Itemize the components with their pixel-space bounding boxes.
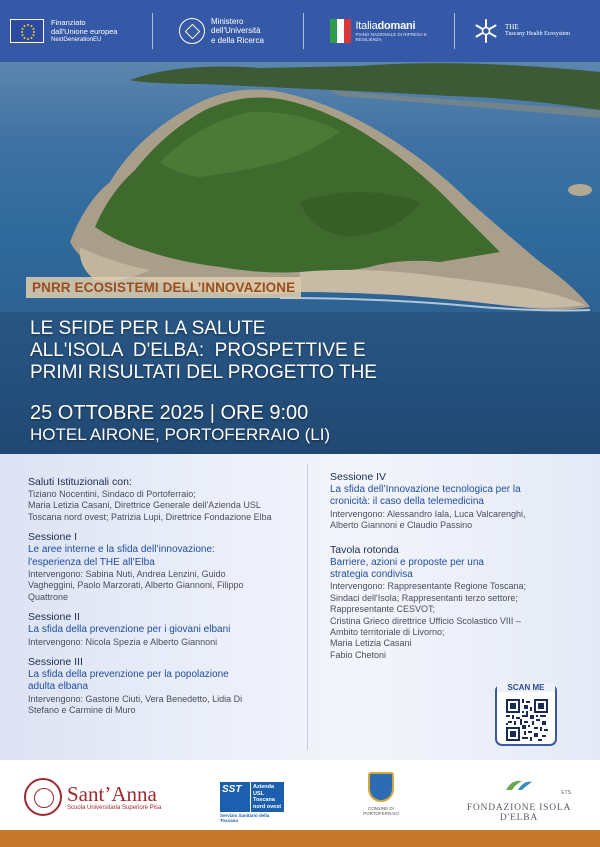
event-title-line1: LE SFIDE PER LA SALUTE <box>30 318 266 339</box>
session-3-title: adulta elbana <box>28 681 89 693</box>
program-left-column <box>28 476 298 725</box>
eu-line1: Finanziato <box>51 17 86 27</box>
roundtable-speakers: Sindaci dell'Isola; Rappresentanti terzo settore; <box>330 592 518 603</box>
roundtable-speakers: Maria Letizia Casani <box>330 638 412 649</box>
session-4-title: La sfida dell’Innovazione tecnologica per la <box>330 484 521 495</box>
session-4-block <box>330 471 580 532</box>
partner-logo-bar <box>0 0 600 62</box>
event-date: 25 OTTOBRE 2025 | ORE 9:00 <box>30 402 309 424</box>
saluti-line: Tiziano Nocentini, Sindaco di Portoferraio; <box>28 489 196 499</box>
session-4-speakers: Intervengono: Alessandro Iala, Luca Valcarenghi, <box>330 508 526 519</box>
event-title <box>30 318 590 384</box>
italiadomani-brand <box>355 20 444 32</box>
roundtable-speakers: Cristina Grieco direttrice Ufficio Scolastico VIII – <box>330 615 521 626</box>
portoferraio-logo <box>356 772 406 824</box>
usl-text <box>251 782 284 812</box>
session-1-speakers: Intervengono: Sabina Nuti, Andrea Lenzini, Guido <box>28 569 226 580</box>
roundtable-block <box>330 544 580 662</box>
event-title-line3: PRIMI RISULTATI DEL PROGETTO THE <box>30 362 377 383</box>
session-3-block <box>28 656 298 717</box>
eu-flag-icon <box>10 19 44 43</box>
italy-flag-icon <box>330 19 351 43</box>
qr-code-box[interactable] <box>495 684 557 746</box>
program-panel <box>0 454 600 760</box>
ministry-logo <box>153 0 303 62</box>
roundtable-speakers: Fabio Chetoni <box>330 649 387 660</box>
eu-line2: dall'Unione europea <box>51 26 118 36</box>
usl-l4: nord ovest <box>253 803 282 810</box>
roundtable-speakers: Intervengono: Rappresentante Regione Toscana; <box>330 581 526 592</box>
session-4-speakers: Alberto Giannoni e Claudio Passino <box>330 520 473 531</box>
santanna-sub: Scuola Universitaria Superiore Pisa <box>67 804 162 811</box>
fondazione-elba-logo <box>463 778 575 823</box>
session-3-speakers: Intervengono: Gastone Ciuti, Vera Benedetto, Lidia Di <box>28 693 243 704</box>
qr-code-icon[interactable] <box>506 699 548 741</box>
saluti-line: Toscana nord ovest; Patrizia Lupi, Direttrice Fondazione Elba <box>28 511 272 522</box>
session-1-speakers: Vagheggini, Paolo Marzorati, Alberto Giannoni, Filippo <box>28 580 244 591</box>
usl-logo <box>220 782 284 823</box>
session-4-title: cronicità: il caso della telemedicina <box>330 496 484 508</box>
event-title-line2: ALL'ISOLA D'ELBA: PROSPETTIVE E <box>30 340 366 361</box>
session-2-block <box>28 611 298 648</box>
session-4-heading: Sessione IV <box>330 471 387 483</box>
roundtable-title: strategia condivisa <box>330 569 413 581</box>
santanna-logo <box>24 778 161 816</box>
usl-line: Servizio Sanitario della Toscana <box>220 813 270 823</box>
session-3-title: La sfida della prevenzione per la popolazione <box>28 669 229 681</box>
italiadomani-brand-b: domani <box>377 20 416 32</box>
session-2-title: La sfida della prevenzione per i giovani elbani <box>28 624 231 636</box>
session-1-title: Le aree interne e la sfida dell’innovazione: <box>28 544 215 556</box>
island-photo <box>0 62 600 454</box>
roundtable-speakers: Ambito territoriale di Livorno; <box>330 627 445 638</box>
hero-section <box>0 62 600 454</box>
session-1-speakers: Quattrone <box>28 591 69 602</box>
footer-logos <box>0 760 600 830</box>
roundtable-title: Barriere, azioni e proposte per una <box>330 556 484 568</box>
event-venue: HOTEL AIRONE, PORTOFERRAIO (LI) <box>30 425 331 444</box>
session-1-title: l'esperienza del THE all’Elba <box>28 556 155 568</box>
snowflake-icon <box>473 18 499 44</box>
italiadomani-sub: PIANO NAZIONALE DI RIPRESA E RESILIENZA <box>355 32 427 42</box>
usl-l3: Toscana <box>253 797 275 803</box>
usl-l2: USL <box>253 790 264 797</box>
fondazione-name: FONDAZIONE ISOLA D'ELBA <box>466 803 572 823</box>
italiadomani-brand-a: Italia <box>355 20 378 32</box>
session-2-heading: Sessione II <box>28 611 80 624</box>
usl-l1: Azienda <box>253 784 275 790</box>
ministry-line3: e della Ricerca <box>211 35 264 45</box>
santanna-name: Sant’Anna <box>67 781 157 806</box>
santanna-seal-icon <box>24 778 62 816</box>
portoferraio-crest-icon <box>368 772 394 802</box>
column-divider <box>307 464 308 750</box>
portoferraio-caption: COMUNE DI PORTOFERRAIO <box>363 806 399 816</box>
roundtable-heading: Tavola rotonda <box>330 543 399 556</box>
ministry-emblem-icon <box>179 18 205 44</box>
ministry-line1: Ministero <box>211 16 244 26</box>
session-1-block <box>28 531 298 603</box>
program-right-column <box>330 471 580 669</box>
session-1-heading: Sessione I <box>28 531 78 544</box>
sst-mark: SST <box>220 782 250 812</box>
saluti-line: Maria Letizia Casani, Direttrice Generale dell'Azienda USL <box>28 500 261 511</box>
eu-line3: NextGenerationEU <box>51 36 102 43</box>
bottom-color-strip <box>0 830 600 847</box>
session-3-speakers: Stefano e Carmine di Muro <box>28 705 136 716</box>
the-line1: THE <box>505 23 519 31</box>
fondazione-ets: ETS <box>561 790 571 796</box>
session-2-speakers: Intervengono: Nicola Spezia e Alberto Giannoni <box>28 636 218 647</box>
session-3-heading: Sessione III <box>28 656 83 669</box>
roundtable-speakers: Rappresentante CESVOT; <box>330 604 436 615</box>
the-line2: Tuscany Health Ecosystem <box>505 31 571 37</box>
scan-me-label: SCAN ME <box>497 683 555 692</box>
ministry-line2: dell'Università <box>211 26 261 36</box>
saluti-block <box>28 476 298 523</box>
italiadomani-logo <box>304 0 454 62</box>
saluti-heading: Saluti Istituzionali con: <box>28 476 132 488</box>
leaf-icon <box>504 778 534 792</box>
event-tag: PNRR ECOSISTEMI DELL’INNOVAZIONE <box>26 277 301 298</box>
eu-logo <box>0 0 152 62</box>
the-logo <box>455 0 580 62</box>
